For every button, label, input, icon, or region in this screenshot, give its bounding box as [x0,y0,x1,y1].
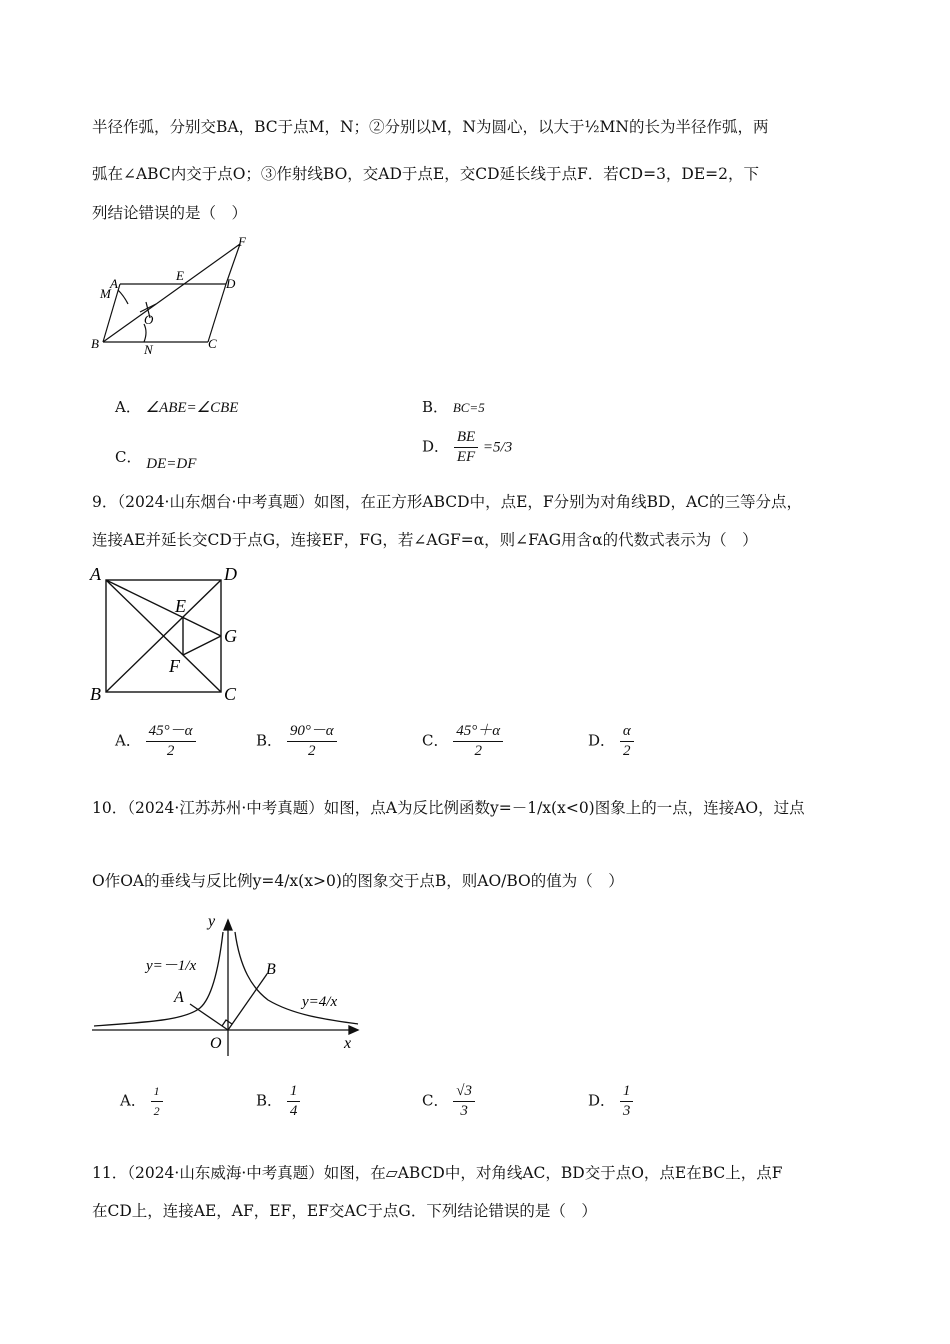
q8-text-line-3: 列结论错误的是（ ） [92,204,248,222]
q10-option-b[interactable] [256,1082,300,1121]
q9-option-c-label: C． [422,731,449,750]
q8-label-a: A [110,276,118,291]
q8-label-m: M [100,286,111,301]
q9-label-e: E [175,596,186,616]
q10-option-d-numerator: 1 [620,1082,634,1102]
q9-label-f: F [169,656,180,676]
q9-option-b-denominator: 2 [308,743,316,759]
q10-x-axis-label: x [344,1035,352,1052]
q8-option-d-label: D． [422,437,450,456]
q9-option-d-numerator: α [620,722,634,742]
q8-label-n: N [144,342,153,357]
q8-option-d-denominator: EF [456,449,476,465]
q10-option-c[interactable] [422,1082,475,1121]
q8-option-b-text: BC=5 [452,400,485,415]
q9-text-line-2: 连接AE并延长交CD于点G，连接EF，FG，若∠AGF=α，则∠FAG用含α的代数式表示为（ ） [92,531,758,549]
q11-text-line-2: 在CD上，连接AE，AF，EF，EF交AC于点G．下列结论错误的是（ ） [92,1202,597,1220]
q8-option-d-numerator: BE [454,428,478,448]
q8-label-f: F [238,234,246,249]
q9-option-c-numerator: 45°＋α [453,722,503,742]
q10-option-d-label: D． [588,1091,616,1110]
q10-option-a-label: A． [120,1091,146,1110]
q10-option-b-denominator: 4 [289,1103,298,1119]
q8-option-c-label: C． [115,448,142,466]
q8-option-c[interactable] [115,446,197,472]
q10-text-line-2: O作OA的垂线与反比例y=4/x(x>0)的图象交于点B，则AO/BO的值为（ ） [92,872,624,890]
q9-option-b-label: B． [256,731,283,750]
q10-option-d-denominator: 3 [622,1103,631,1119]
q10-option-a-denominator: 2 [153,1104,160,1118]
q10-option-a-numerator: 1 [151,1082,163,1102]
q10-left-curve-label: y=－1/x [146,958,197,974]
q8-label-d: D [226,276,236,291]
q10-option-d[interactable] [588,1082,633,1121]
q8-option-a-label: A． [115,398,141,416]
q8-text-line-1: 半径作弧，分别交BA，BC于点M，N；②分别以M，N为圆心，以大于½MN的长为半径作弧，两 [92,118,769,136]
q10-y-axis-label: y [208,913,216,930]
q9-option-a-denominator: 2 [166,743,175,759]
q10-text-line-1: 10．（2024·江苏苏州·中考真题）如图，点A为反比例函数y=－1/x(x<0)图象上的一点，连接AO，过点 [92,799,805,817]
q9-label-b: B [90,684,101,704]
q9-label-d: D [224,564,237,584]
q9-option-a[interactable] [115,722,196,761]
q9-option-b[interactable] [256,722,337,761]
q11-text-line-1: 11．（2024·山东威海·中考真题）如图，在▱ABCD中，对角线AC，BD交于点O，点E在BC上，点F [92,1164,783,1182]
q8-parallelogram-figure [88,232,268,362]
q8-option-b-label: B． [422,398,449,416]
q8-option-a[interactable] [115,396,238,417]
q10-option-c-label: C． [422,1091,449,1110]
q9-square-figure [88,560,248,705]
q8-label-c: C [208,336,217,351]
q9-option-c-denominator: 2 [474,743,482,759]
q10-option-b-label: B． [256,1091,283,1110]
q10-option-c-denominator: 3 [460,1103,468,1119]
q10-option-c-numerator: √3 [453,1082,475,1102]
q10-option-b-numerator: 1 [287,1082,301,1102]
q9-option-b-numerator: 90°－α [287,722,337,742]
q8-label-e: E [176,268,184,283]
q8-option-b[interactable] [422,396,485,417]
q8-option-c-text: DE=DF [146,456,197,472]
q10-point-a-label: A [174,989,184,1006]
q8-label-b: B [91,336,99,351]
q10-point-b-label: B [266,961,276,978]
q8-option-a-text: ∠ABE=∠CBE [145,400,239,416]
q9-option-d-label: D． [588,731,616,750]
q9-option-c[interactable] [422,722,503,761]
q10-function-graph [90,908,365,1058]
q10-right-curve-label: y=4/x [302,994,338,1010]
q9-option-d[interactable] [588,722,634,761]
q9-option-a-label: A． [115,731,141,750]
q9-label-a: A [90,564,101,584]
q9-label-c: C [224,684,237,704]
q10-option-a[interactable] [120,1082,163,1121]
q9-option-d-denominator: 2 [623,743,631,759]
q8-option-d-ratio: =5/3 [482,439,513,456]
q8-label-o: O [144,312,154,327]
q9-text-line-1: 9．（2024·山东烟台·中考真题）如图，在正方形ABCD中，点E，F分别为对角线BD，AC的三等分点， [92,493,803,511]
q10-origin-label: O [210,1035,222,1052]
q9-option-a-numerator: 45°－α [146,722,196,742]
q8-option-d[interactable] [422,428,512,467]
q8-text-line-2: 弧在∠ABC内交于点O；③作射线BO，交AD于点E，交CD延长线于点F．若CD=3，DE=2，下 [92,165,760,183]
q9-label-g: G [224,626,237,646]
